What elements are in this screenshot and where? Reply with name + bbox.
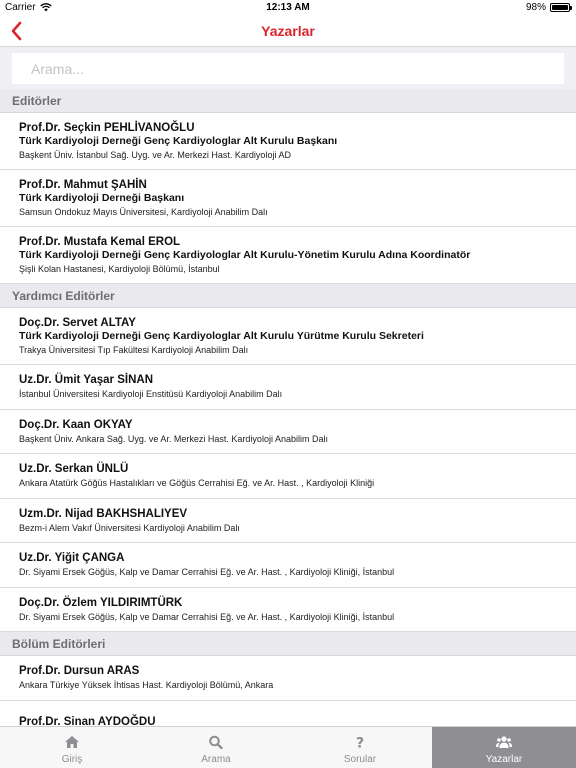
author-institution: Dr. Siyami Ersek Göğüs, Kalp ve Damar Cerrahisi Eğ. ve Ar. Hast. , Kardiyoloji Kliniği, İstanbul xyxy=(19,611,395,622)
author-row[interactable] xyxy=(0,588,576,633)
tab-people[interactable] xyxy=(432,727,576,768)
author-name: Prof.Dr. Sinan AYDOĞDU xyxy=(19,716,156,726)
author-row[interactable] xyxy=(0,656,576,701)
author-institution: Ankara Atatürk Göğüs Hastalıkları ve Göğüs Cerrahisi Eğ. ve Ar. Hast. , Kardiyoloji Kliniği xyxy=(19,478,375,489)
status-time: 12:13 AM xyxy=(266,2,310,13)
carrier-label: Carrier xyxy=(5,2,36,13)
author-row[interactable] xyxy=(0,365,576,410)
tab-label: Yazarlar xyxy=(485,754,523,765)
author-row[interactable] xyxy=(0,113,576,170)
author-institution: Samsun Ondokuz Mayıs Üniversitesi, Kardiyoloji Anabilim Dalı xyxy=(19,207,268,217)
author-name: Uz.Dr. Ümit Yaşar SİNAN xyxy=(19,374,154,387)
authors-list[interactable] xyxy=(0,89,576,726)
tab-label: Sorular xyxy=(343,754,377,765)
author-institution: Başkent Üniv. İstanbul Sağ. Uyg. ve Ar. Merkezi Hast. Kardiyoloji AD xyxy=(19,150,291,160)
page-title: Yazarlar xyxy=(261,23,315,39)
tab-label: Arama xyxy=(201,754,231,765)
people-icon xyxy=(496,735,512,754)
search-icon xyxy=(208,735,224,754)
tab-bar xyxy=(0,726,576,768)
status-bar xyxy=(0,0,576,16)
question-icon xyxy=(352,735,368,754)
author-row[interactable] xyxy=(0,410,576,455)
search-bar xyxy=(0,46,576,89)
tab-label: Giriş xyxy=(61,754,83,765)
author-institution: Bezm-i Alem Vakıf Üniversitesi Kardiyoloji Anabilim Dalı xyxy=(19,522,240,533)
svg-text:?: ? xyxy=(355,735,365,749)
section-header: Editörler xyxy=(0,89,576,113)
author-institution: Başkent Üniv. Ankara Sağ. Uyg. ve Ar. Merkezi Hast. Kardiyoloji Anabilim Dalı xyxy=(19,433,328,444)
author-name: Doç.Dr. Kaan OKYAY xyxy=(19,418,133,431)
author-name: Prof.Dr. Mustafa Kemal EROL xyxy=(19,236,181,248)
author-name: Uz.Dr. Yiğit ÇANGA xyxy=(19,552,125,565)
author-institution: Trakya Üniversitesi Tıp Fakültesi Kardiyoloji Anabilim Dalı xyxy=(19,345,249,355)
author-row[interactable] xyxy=(0,701,576,727)
author-name: Doç.Dr. Servet ALTAY xyxy=(19,317,136,329)
author-name: Prof.Dr. Dursun ARAS xyxy=(19,665,140,678)
author-role: Türk Kardiyoloji Derneği Başkanı xyxy=(19,192,185,204)
author-name: Prof.Dr. Mahmut ŞAHİN xyxy=(19,179,147,191)
author-institution: Şişli Kolan Hastanesi, Kardiyoloji Bölümü, İstanbul xyxy=(19,264,220,274)
section-header: Bölüm Editörleri xyxy=(0,632,576,656)
author-row[interactable] xyxy=(0,454,576,499)
author-row[interactable] xyxy=(0,499,576,544)
author-name: Uz.Dr. Serkan ÜNLÜ xyxy=(19,463,129,476)
author-institution: İstanbul Üniversitesi Kardiyoloji Enstitüsü Kardiyoloji Anabilim Dalı xyxy=(19,389,283,400)
home-icon xyxy=(64,735,80,754)
status-right xyxy=(526,2,570,13)
author-row[interactable] xyxy=(0,170,576,227)
author-name: Doç.Dr. Özlem YILDIRIMTÜRK xyxy=(19,596,183,609)
tab-home[interactable] xyxy=(0,727,144,768)
tab-search[interactable] xyxy=(144,727,288,768)
author-name: Prof.Dr. Seçkin PEHLİVANOĞLU xyxy=(19,122,195,134)
author-row[interactable] xyxy=(0,227,576,284)
navigation-bar xyxy=(0,16,576,46)
tab-question[interactable] xyxy=(288,727,432,768)
author-row[interactable] xyxy=(0,543,576,588)
author-role: Türk Kardiyoloji Derneği Genç Kardiyologlar Alt Kurulu Başkanı xyxy=(19,135,338,147)
author-row[interactable] xyxy=(0,308,576,365)
author-name: Uzm.Dr. Nijad BAKHSHALIYEV xyxy=(19,507,188,520)
battery-icon xyxy=(550,3,570,12)
search-input[interactable] xyxy=(12,53,564,84)
author-institution: Dr. Siyami Ersek Göğüs, Kalp ve Damar Cerrahisi Eğ. ve Ar. Hast. , Kardiyoloji Kliniği, İstanbul xyxy=(19,567,395,578)
battery-percent: 98% xyxy=(525,2,546,13)
battery-fill xyxy=(552,5,568,10)
section-header: Yardımcı Editörler xyxy=(0,284,576,308)
author-role: Türk Kardiyoloji Derneği Genç Kardiyologlar Alt Kurulu Yürütme Kurulu Sekreteri xyxy=(19,330,424,342)
author-role: Türk Kardiyoloji Derneği Genç Kardiyologlar Alt Kurulu-Yönetim Kurulu Adına Koordinatör xyxy=(19,249,471,261)
author-institution: Ankara Türkiye Yüksek İhtisas Hast. Kardiyoloji Bölümü, Ankara xyxy=(19,680,274,691)
